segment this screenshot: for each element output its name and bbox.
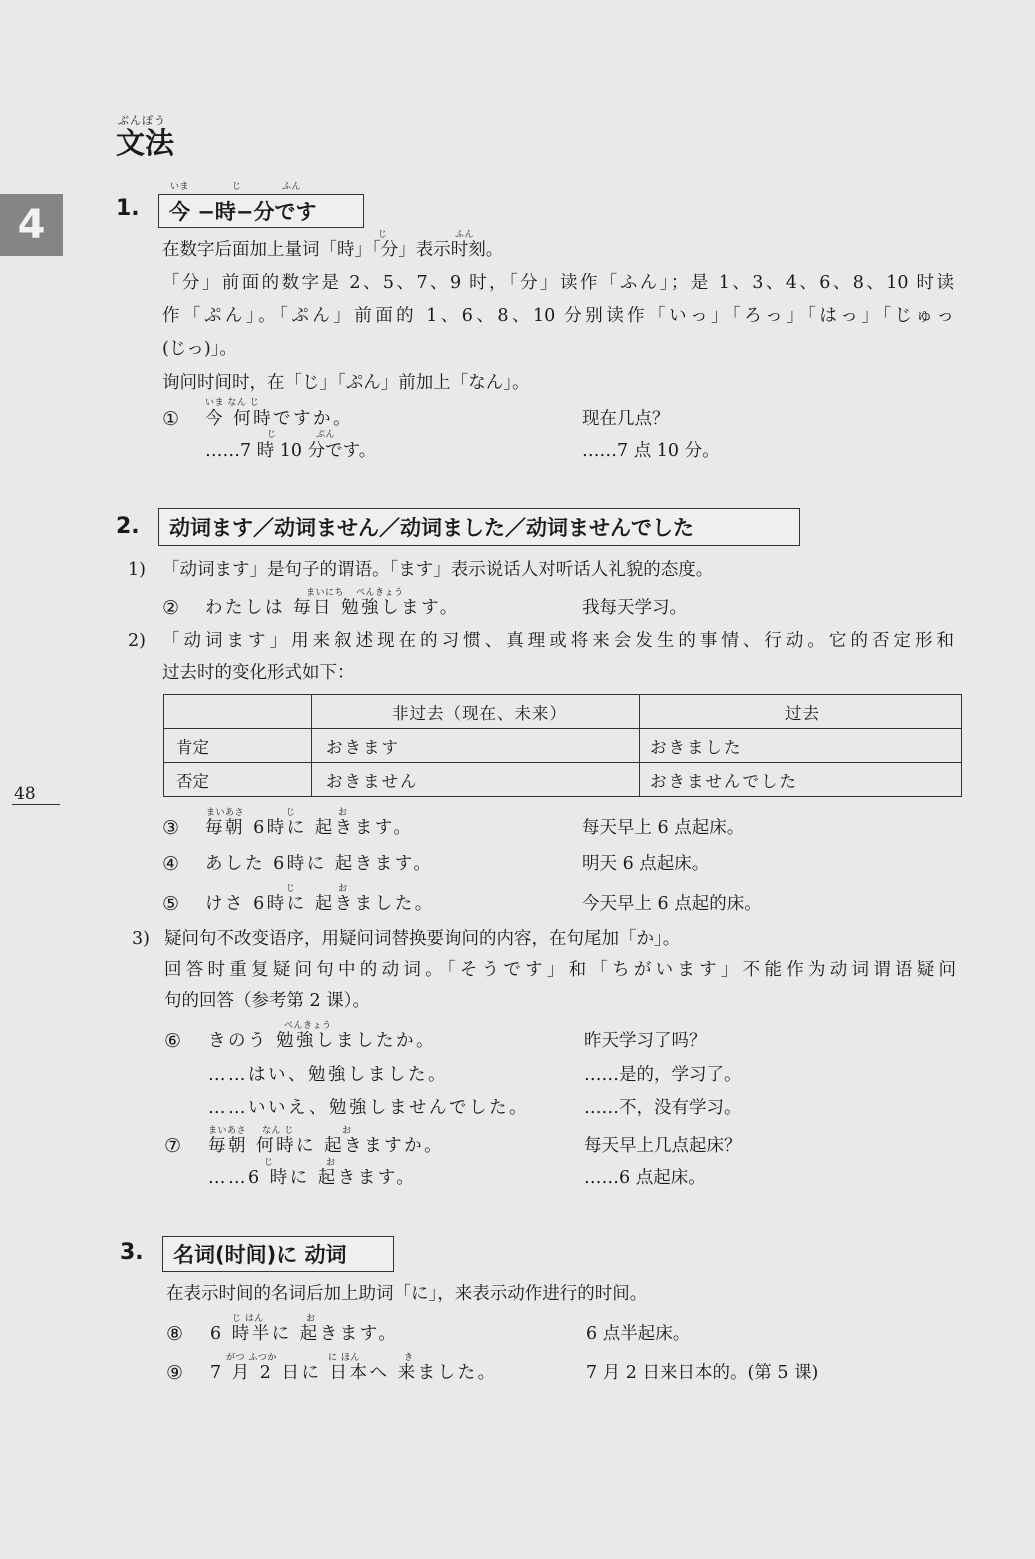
example-ruby: まいにち (306, 588, 345, 598)
example-zh: 我每天学习。 (582, 598, 687, 618)
example-ja: 毎朝 6時に 起きます。 (205, 818, 414, 838)
section-1-line: 询问时间时，在「じ」「ぷん」前加上「なん」。 (162, 373, 530, 393)
example-ruby: じ はん (232, 1314, 264, 1324)
point-marker: 2) (128, 631, 146, 651)
example-zh: 昨天学习了吗？ (584, 1031, 707, 1051)
point-text: 回答时重复疑问句中的动词。「そうです」和「ちがいます」不能作为动词谓语疑问 (164, 960, 956, 980)
example-marker: ⑦ (164, 1135, 182, 1157)
example-answer-ja: ……6 時に 起きます。 (208, 1168, 417, 1188)
example-marker: ⑤ (162, 893, 180, 915)
example-marker: ① (162, 408, 180, 430)
example-answer-zh: ……是的，学习了。 (584, 1065, 742, 1085)
example-ruby: お (306, 1314, 316, 1324)
example-ruby: ぷん (316, 430, 336, 440)
grammar-heading (116, 114, 174, 159)
section-1-line: 「分」前面的数字是 2、5、7、9 时，「分」读作「ふん」；是 1、3、4、6、8、10 时读 (162, 273, 954, 293)
example-ja: 毎朝 何時に 起きますか。 (208, 1136, 445, 1156)
example-ruby: なん じ (262, 1126, 294, 1136)
table-header-row (164, 695, 962, 729)
example-marker: ③ (162, 817, 180, 839)
section-2-title: 动词ます／动词ません／动词ました／动词ませんでした (158, 508, 800, 546)
example-ruby: お (326, 1158, 336, 1168)
example-zh: 明天 6 点起床。 (582, 854, 710, 874)
example-ja: けさ 6時に 起きました。 (205, 894, 435, 914)
conjugation-table (163, 694, 962, 797)
example-ruby: お (342, 1126, 352, 1136)
point-text: 过去时的变化形式如下： (162, 663, 355, 683)
table-header-cell: 非过去（现在、未来） (312, 695, 640, 729)
table-row (164, 763, 962, 797)
example-ruby: いま なん じ (205, 398, 260, 408)
example-ruby: お (338, 884, 348, 894)
example-ruby: に ほん (328, 1353, 360, 1363)
section-1-title-ruby: ふん (282, 182, 302, 192)
section-3-line: 在表示时间的名词后加上助词「に」，来表示动作进行的时间。 (166, 1284, 648, 1304)
example-ruby: べんきょう (356, 588, 404, 598)
example-ja: きのう 勉強しましたか。 (208, 1031, 437, 1051)
table-header-cell (164, 695, 312, 729)
example-ruby: まいあさ (206, 808, 245, 818)
example-answer-zh: ……不，没有学习。 (584, 1098, 742, 1118)
example-ja: 7 月 2 日に 日本へ 来ました。 (210, 1363, 498, 1383)
section-1-title: 今 −時−分です (158, 194, 364, 228)
page-number: 48 (14, 784, 36, 804)
example-ruby: べんきょう (284, 1021, 332, 1031)
point-marker: 3) (132, 929, 150, 949)
heading-title: 文法 (116, 126, 175, 160)
point-marker: 1) (128, 560, 146, 580)
example-answer-zh: ……7 点 10 分。 (582, 441, 720, 461)
point-text: 「动词ます」用来叙述现在的习惯、真理或将来会发生的事情、行动。它的否定形和 (162, 631, 954, 651)
point-text: 句的回答（参考第 2 课）。 (164, 991, 371, 1011)
table-header-cell: 过去 (640, 695, 962, 729)
table-row (164, 729, 962, 763)
example-ruby: じ (267, 430, 277, 440)
page-number-rule (12, 804, 60, 805)
chapter-tab: 4 (0, 194, 63, 256)
section-1-title-ruby: いま (170, 182, 190, 192)
table-cell: おきませんでした (640, 763, 962, 797)
line-ruby: じ (378, 230, 388, 240)
example-answer-zh: ……6 点起床。 (584, 1168, 706, 1188)
example-ruby: じ (286, 808, 296, 818)
example-zh: 7 月 2 日来日本的。(第 5 课) (586, 1363, 819, 1383)
table-cell: おきません (312, 763, 640, 797)
example-ruby: じ (264, 1158, 274, 1168)
table-cell: 肯定 (164, 729, 312, 763)
example-marker: ⑨ (166, 1362, 184, 1384)
example-ruby: まいあさ (208, 1126, 247, 1136)
example-marker: ⑧ (166, 1323, 184, 1345)
table-cell: おきました (640, 729, 962, 763)
example-answer-ja: ……はい、勉強しました。 (208, 1065, 448, 1085)
point-text: 疑问句不改变语序，用疑问词替换要询问的内容，在句尾加「か」。 (164, 929, 681, 949)
section-1-line: 在数字后面加上量词「時」「分」表示时刻。 (162, 240, 504, 260)
section-1-title-ruby: じ (232, 182, 242, 192)
example-zh: 每天早上 6 点起床。 (582, 818, 745, 838)
example-ja: 6 時半に 起きます。 (210, 1324, 399, 1344)
example-zh: 每天早上几点起床？ (584, 1136, 742, 1156)
table-cell: おきます (312, 729, 640, 763)
heading-ruby: ぶんぽう (118, 114, 166, 127)
example-ja: あした 6時に 起きます。 (205, 854, 434, 874)
point-text: 「动词ます」是句子的谓语。「ます」表示说话人对听话人礼貌的态度。 (162, 560, 714, 580)
section-3-number: 3. (120, 1240, 144, 1265)
example-ja: わたしは 毎日 勉強します。 (205, 598, 460, 618)
example-answer-ja: ……いいえ、勉強しませんでした。 (208, 1098, 530, 1118)
example-marker: ⑥ (164, 1030, 182, 1052)
table-cell: 否定 (164, 763, 312, 797)
example-ruby: がつ ふつか (226, 1353, 277, 1363)
line-ruby: ふん (455, 230, 475, 240)
section-1-number: 1. (116, 196, 140, 221)
section-1-line: (じっ)」。 (162, 339, 237, 359)
example-answer-ja: ……7 時 10 分です。 (205, 441, 377, 461)
section-2-number: 2. (116, 514, 140, 539)
example-zh: 6 点半起床。 (586, 1324, 691, 1344)
example-zh: 今天早上 6 点起的床。 (582, 894, 762, 914)
section-3-title: 名词(时间)に 动词 (162, 1236, 394, 1272)
example-ruby: お (338, 808, 348, 818)
example-zh: 现在几点？ (582, 409, 670, 429)
example-marker: ② (162, 597, 180, 619)
example-ruby: じ (286, 884, 296, 894)
example-ruby: き (404, 1353, 414, 1363)
section-1-line: 作「ぷん」。「ぷん」前面的 1、6、8、10 分别读作「いっ」「ろっ」「はっ」「じゅっ (162, 306, 954, 326)
example-marker: ④ (162, 853, 180, 875)
example-ja: 今 何時ですか。 (205, 409, 354, 429)
